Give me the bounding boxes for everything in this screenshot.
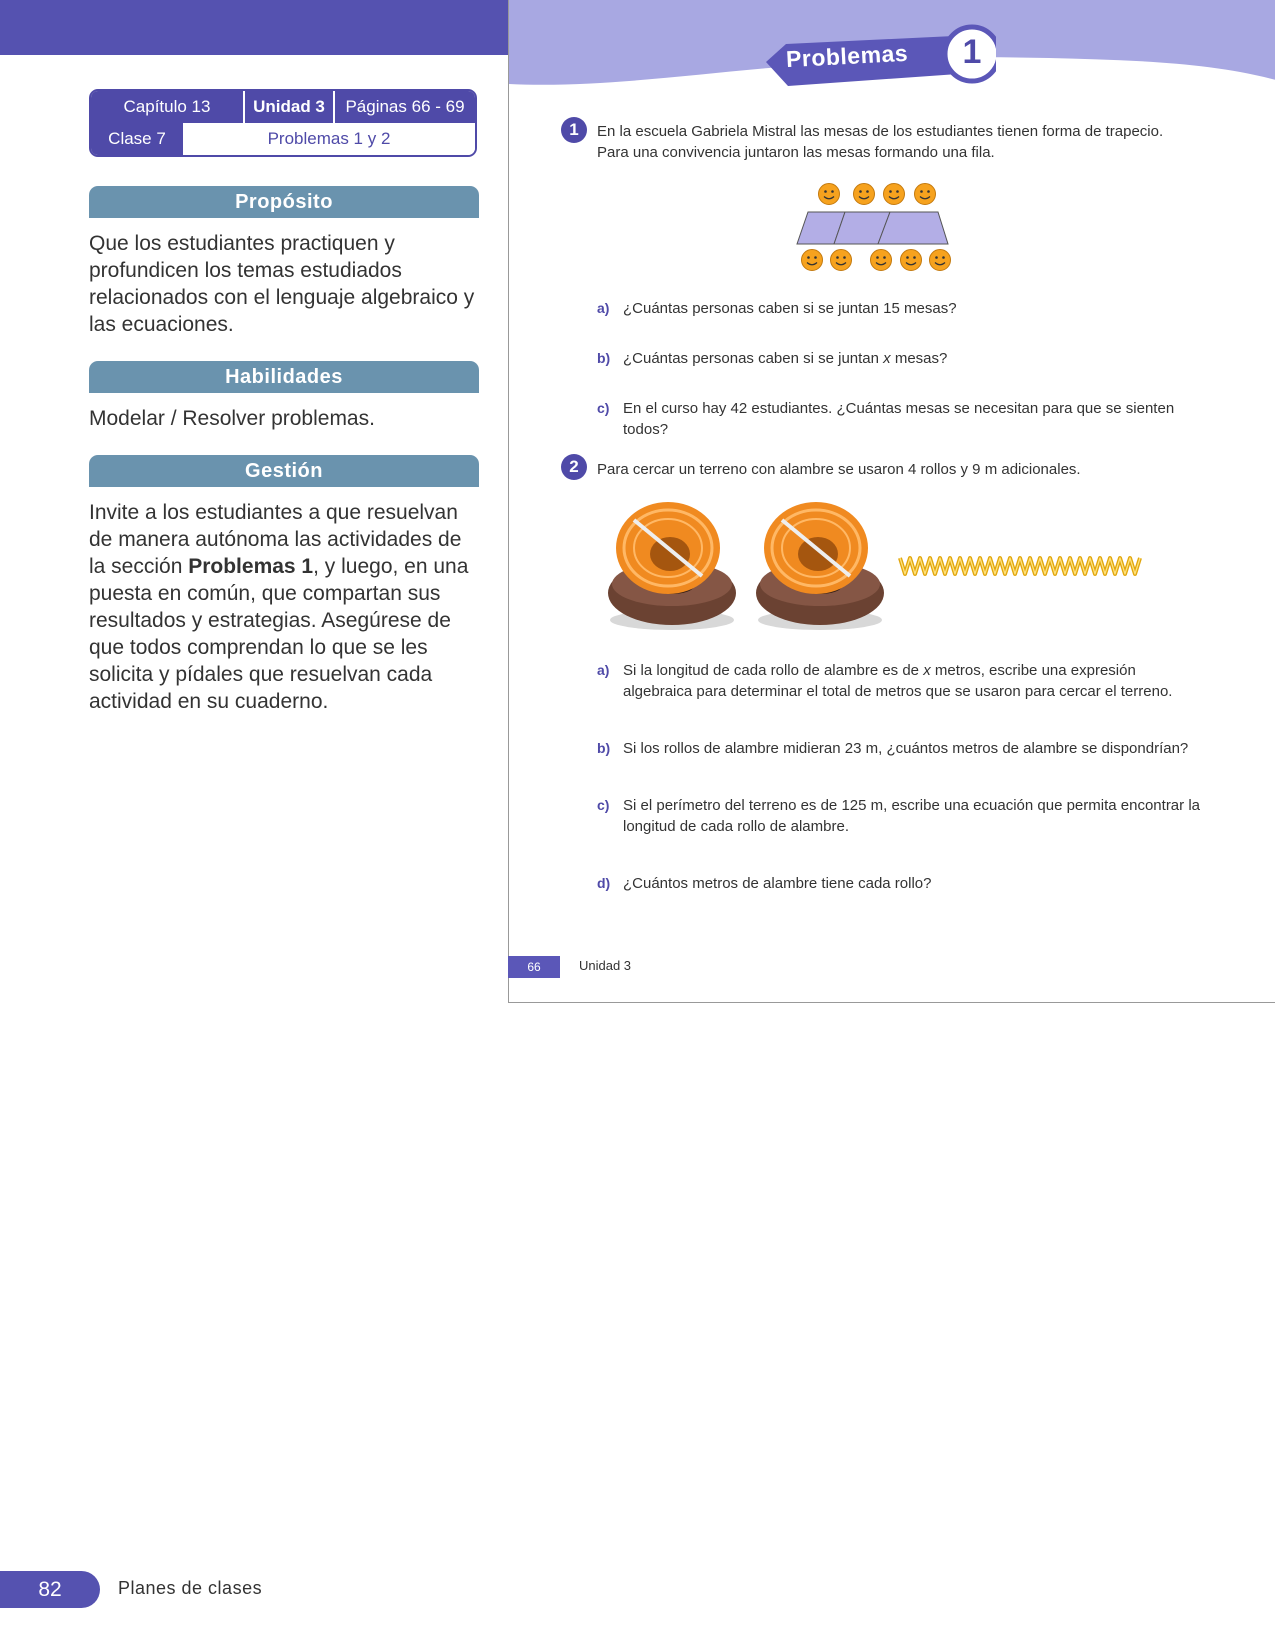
question-1b-variable: x xyxy=(883,350,891,367)
gestion-text xyxy=(89,499,479,715)
class-cell: Clase 7 xyxy=(91,123,183,155)
question-1-text xyxy=(597,121,1163,163)
wire-roll-icon xyxy=(608,502,736,630)
question-1c-label: c) xyxy=(597,400,610,416)
student-page-number: 66 xyxy=(508,956,560,978)
gestion-text-part1: Invite a los estudiantes a que resuelvan de manera autónoma las actividades de la sección xyxy=(89,501,462,578)
pages-cell: Páginas 66 - 69 xyxy=(335,91,475,123)
question-2-text: Para cercar un terreno con alambre se usaron 4 rollos y 9 m adicionales. xyxy=(597,461,1081,478)
habilidades-text: Modelar / Resolver problemas. xyxy=(89,407,375,430)
smiley-face-icon xyxy=(854,184,875,205)
question-1b-label: b) xyxy=(597,350,611,366)
question-1a xyxy=(597,298,1207,319)
question-2b xyxy=(597,738,1207,759)
gestion-text-bold: Problemas 1 xyxy=(188,555,314,578)
smiley-face-icon xyxy=(930,250,951,271)
question-2b-label: b) xyxy=(597,740,611,756)
smiley-face-icon xyxy=(819,184,840,205)
unit-cell: Unidad 3 xyxy=(243,91,335,123)
top-bar xyxy=(0,0,508,55)
question-2c-text: Si el perímetro del terreno es de 125 m, escribe una ecuación que permita encontrar la longitud de cada rollo de alambre. xyxy=(623,797,1200,835)
question-2c xyxy=(597,795,1207,837)
page-number: 82 xyxy=(0,1571,100,1608)
proposito-text: Que los estudiantes practiquen y profundicen los temas estudiados relacionados con el lenguaje algebraico y las ecuaciones. xyxy=(89,232,475,336)
smiley-face-icon xyxy=(884,184,905,205)
question-2a-variable: x xyxy=(923,662,931,679)
habilidades-header: Habilidades xyxy=(89,361,479,393)
proposito-header: Propósito xyxy=(89,186,479,218)
question-1-line1: En la escuela Gabriela Mistral las mesas de los estudiantes tienen forma de trapecio. xyxy=(597,123,1164,140)
question-2-number: 2 xyxy=(561,454,587,480)
question-1b-part1: ¿Cuántas personas caben si se juntan xyxy=(623,350,884,367)
question-1-line2: Para una convivencia juntaron las mesas formando una fila. xyxy=(597,144,995,161)
question-2a-label: a) xyxy=(597,662,610,678)
info-row-2 xyxy=(91,123,475,155)
wire-rolls-illustration xyxy=(600,500,1160,635)
smiley-face-icon xyxy=(802,250,823,271)
gestion-text-part2: , y luego, en una puesta en común, que compartan sus resultados y estrategias. Asegúrese de que todos comprendan lo que se les solicita y pídales que resuelvan cada actividad en su cuaderno. xyxy=(89,555,469,713)
info-row-1 xyxy=(91,91,475,123)
topic-cell: Problemas 1 y 2 xyxy=(183,123,475,155)
question-2d xyxy=(597,873,1207,894)
footer-label: Planes de clases xyxy=(118,1578,263,1598)
question-1b xyxy=(597,348,1207,369)
chapter-cell: Capítulo 13 xyxy=(91,91,243,123)
question-2d-label: d) xyxy=(597,875,611,891)
question-2c-label: c) xyxy=(597,797,610,813)
question-1-number: 1 xyxy=(561,117,587,143)
question-2d-text: ¿Cuántos metros de alambre tiene cada rollo? xyxy=(623,875,932,892)
trapezoid-tables-illustration xyxy=(790,180,970,276)
spring-icon xyxy=(900,558,1140,574)
class-info-table xyxy=(89,89,477,157)
student-page-unit-label: Unidad 3 xyxy=(579,958,632,973)
question-2b-text: Si los rollos de alambre midieran 23 m, ¿cuántos metros de alambre se dispondrían? xyxy=(623,740,1189,757)
smiley-face-icon xyxy=(901,250,922,271)
gestion-header: Gestión xyxy=(89,455,479,487)
question-1b-text xyxy=(623,348,1207,369)
banner-label: Problemas xyxy=(785,39,909,73)
smiley-face-icon xyxy=(831,250,852,271)
wire-roll-icon xyxy=(756,502,884,630)
smiley-face-icon xyxy=(915,184,936,205)
question-2a-part1: Si la longitud de cada rollo de alambre es de xyxy=(623,662,924,679)
question-1a-label: a) xyxy=(597,300,610,316)
question-2a-text xyxy=(623,660,1207,702)
question-1c xyxy=(597,398,1207,440)
question-1c-text: En el curso hay 42 estudiantes. ¿Cuántas mesas se necesitan para que se sienten todos? xyxy=(623,400,1175,438)
question-1a-text: ¿Cuántas personas caben si se juntan 15 mesas? xyxy=(623,300,957,317)
smiley-face-icon xyxy=(871,250,892,271)
question-2a xyxy=(597,660,1207,702)
question-2a-part2: metros, escribe una expresión algebraica para determinar el total de metros que se usaron para cercar el terreno. xyxy=(623,662,1173,700)
banner-number: 1 xyxy=(962,32,982,71)
question-1b-part2: mesas? xyxy=(890,350,948,367)
